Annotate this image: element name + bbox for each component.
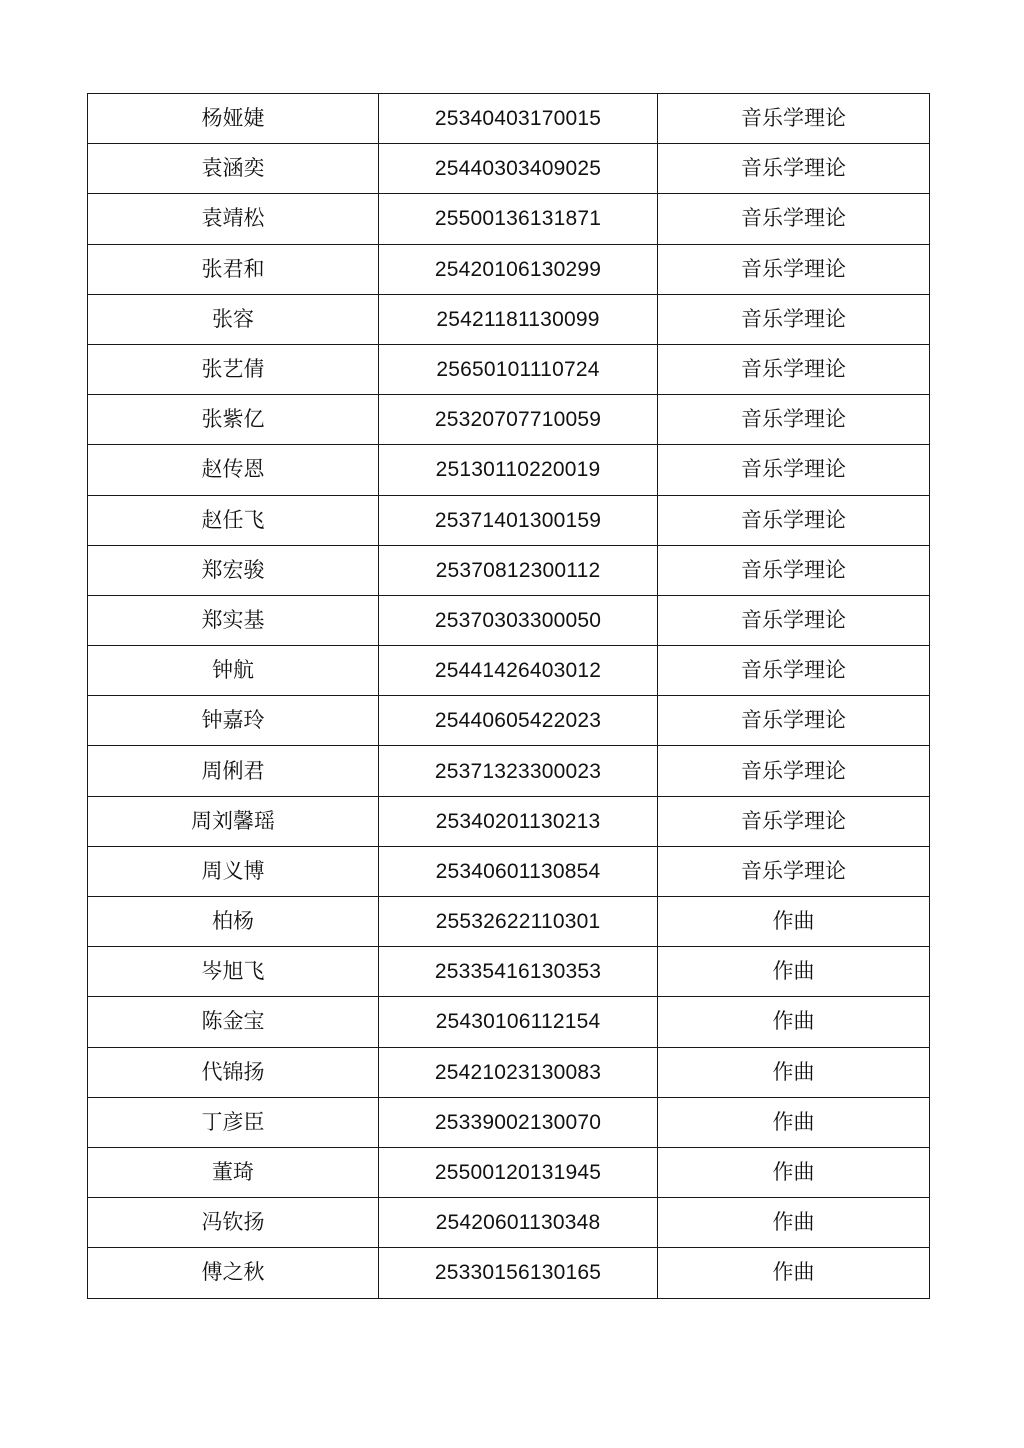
exam-id-cell: 25420601130348 <box>379 1198 658 1248</box>
table-row <box>88 1047 930 1097</box>
table-row <box>88 947 930 997</box>
major-cell: 作曲 <box>658 947 930 997</box>
name-cell: 董琦 <box>88 1147 379 1197</box>
table-row <box>88 144 930 194</box>
table-row <box>88 94 930 144</box>
name-cell: 柏杨 <box>88 897 379 947</box>
major-cell: 音乐学理论 <box>658 846 930 896</box>
name-cell: 岑旭飞 <box>88 947 379 997</box>
table-row <box>88 696 930 746</box>
table-row <box>88 495 930 545</box>
major-cell: 音乐学理论 <box>658 144 930 194</box>
exam-id-cell: 25500120131945 <box>379 1147 658 1197</box>
name-cell: 陈金宝 <box>88 997 379 1047</box>
name-cell: 周刘馨瑶 <box>88 796 379 846</box>
roster-table-body <box>88 94 930 1299</box>
major-cell: 音乐学理论 <box>658 445 930 495</box>
roster-sheet <box>87 93 929 1299</box>
name-cell: 钟嘉玲 <box>88 696 379 746</box>
major-cell: 音乐学理论 <box>658 696 930 746</box>
table-row <box>88 746 930 796</box>
name-cell: 张君和 <box>88 244 379 294</box>
table-row <box>88 595 930 645</box>
major-cell: 音乐学理论 <box>658 294 930 344</box>
major-cell: 作曲 <box>658 1047 930 1097</box>
name-cell: 赵传恩 <box>88 445 379 495</box>
name-cell: 郑实基 <box>88 595 379 645</box>
major-cell: 音乐学理论 <box>658 244 930 294</box>
exam-id-cell: 25421023130083 <box>379 1047 658 1097</box>
table-row <box>88 796 930 846</box>
table-row <box>88 294 930 344</box>
exam-id-cell: 25335416130353 <box>379 947 658 997</box>
name-cell: 丁彦臣 <box>88 1097 379 1147</box>
exam-id-cell: 25371401300159 <box>379 495 658 545</box>
name-cell: 张艺倩 <box>88 344 379 394</box>
major-cell: 作曲 <box>658 997 930 1047</box>
major-cell: 音乐学理论 <box>658 495 930 545</box>
name-cell: 周俐君 <box>88 746 379 796</box>
major-cell: 作曲 <box>658 897 930 947</box>
major-cell: 作曲 <box>658 1097 930 1147</box>
name-cell: 袁靖松 <box>88 194 379 244</box>
name-cell: 袁涵奕 <box>88 144 379 194</box>
major-cell: 音乐学理论 <box>658 646 930 696</box>
major-cell: 作曲 <box>658 1198 930 1248</box>
name-cell: 郑宏骏 <box>88 545 379 595</box>
major-cell: 音乐学理论 <box>658 545 930 595</box>
name-cell: 杨娅婕 <box>88 94 379 144</box>
table-row <box>88 1097 930 1147</box>
exam-id-cell: 25532622110301 <box>379 897 658 947</box>
major-cell: 音乐学理论 <box>658 94 930 144</box>
exam-id-cell: 25371323300023 <box>379 746 658 796</box>
table-row <box>88 194 930 244</box>
name-cell: 钟航 <box>88 646 379 696</box>
exam-id-cell: 25370812300112 <box>379 545 658 595</box>
table-row <box>88 244 930 294</box>
exam-id-cell: 25430106112154 <box>379 997 658 1047</box>
name-cell: 张紫亿 <box>88 395 379 445</box>
exam-id-cell: 25441426403012 <box>379 646 658 696</box>
major-cell: 音乐学理论 <box>658 746 930 796</box>
exam-id-cell: 25440605422023 <box>379 696 658 746</box>
major-cell: 音乐学理论 <box>658 595 930 645</box>
exam-id-cell: 25440303409025 <box>379 144 658 194</box>
exam-id-cell: 25339002130070 <box>379 1097 658 1147</box>
exam-id-cell: 25340403170015 <box>379 94 658 144</box>
roster-table <box>87 93 930 1299</box>
table-row <box>88 1248 930 1298</box>
table-row <box>88 997 930 1047</box>
exam-id-cell: 25130110220019 <box>379 445 658 495</box>
exam-id-cell: 25500136131871 <box>379 194 658 244</box>
table-row <box>88 1198 930 1248</box>
table-row <box>88 344 930 394</box>
name-cell: 傅之秋 <box>88 1248 379 1298</box>
exam-id-cell: 25370303300050 <box>379 595 658 645</box>
major-cell: 音乐学理论 <box>658 344 930 394</box>
exam-id-cell: 25340601130854 <box>379 846 658 896</box>
table-row <box>88 445 930 495</box>
name-cell: 冯钦扬 <box>88 1198 379 1248</box>
table-row <box>88 395 930 445</box>
exam-id-cell: 25340201130213 <box>379 796 658 846</box>
exam-id-cell: 25420106130299 <box>379 244 658 294</box>
exam-id-cell: 25330156130165 <box>379 1248 658 1298</box>
major-cell: 音乐学理论 <box>658 796 930 846</box>
table-row <box>88 545 930 595</box>
table-row <box>88 646 930 696</box>
name-cell: 赵任飞 <box>88 495 379 545</box>
major-cell: 作曲 <box>658 1248 930 1298</box>
exam-id-cell: 25421181130099 <box>379 294 658 344</box>
name-cell: 张容 <box>88 294 379 344</box>
name-cell: 周义博 <box>88 846 379 896</box>
table-row <box>88 846 930 896</box>
exam-id-cell: 25650101110724 <box>379 344 658 394</box>
major-cell: 作曲 <box>658 1147 930 1197</box>
major-cell: 音乐学理论 <box>658 395 930 445</box>
table-row <box>88 897 930 947</box>
major-cell: 音乐学理论 <box>658 194 930 244</box>
table-row <box>88 1147 930 1197</box>
exam-id-cell: 25320707710059 <box>379 395 658 445</box>
name-cell: 代锦扬 <box>88 1047 379 1097</box>
